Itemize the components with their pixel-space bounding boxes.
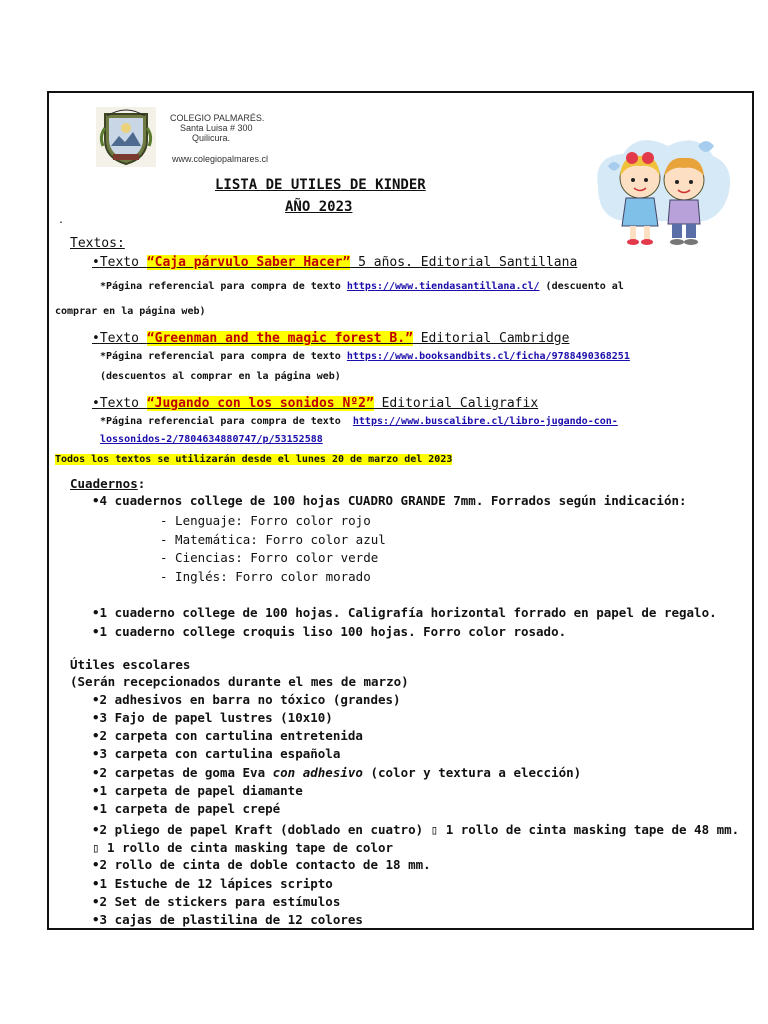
supply-item xyxy=(92,783,303,798)
kids-illustration xyxy=(588,126,736,250)
item-text: 3 Fajo de papel lustres (10x10) xyxy=(99,710,333,725)
supply-item xyxy=(92,822,739,837)
bullet: • xyxy=(92,746,100,761)
asterisk: * xyxy=(100,281,107,292)
note-1-continuation: comprar en la página web) xyxy=(55,306,206,317)
school-name: COLEGIO PALMARÉS. xyxy=(170,113,265,123)
book-title-1: “Caja párvulo Saber Hacer” xyxy=(146,255,351,270)
text-prefix: Texto xyxy=(99,396,139,411)
bullet: • xyxy=(92,624,100,639)
bullet: • xyxy=(92,396,100,411)
subject-item: - Ciencias: Forro color verde xyxy=(160,550,379,565)
book-title-3: “Jugando con los sonidos Nº2” xyxy=(146,396,374,411)
stray-mark: . xyxy=(58,215,65,226)
subject-item: - Lenguaje: Forro color rojo xyxy=(160,513,371,528)
bullet: • xyxy=(92,912,100,927)
supply-item xyxy=(92,876,333,891)
supply-item xyxy=(92,801,280,816)
asterisk: * xyxy=(100,351,107,362)
text-item-2 xyxy=(92,331,569,346)
note-text: Página referencial para compra de texto xyxy=(106,281,341,292)
school-website: www.colegiopalmares.cl xyxy=(172,154,269,164)
supply-item xyxy=(92,765,581,780)
bullet: • xyxy=(92,493,100,508)
school-address: Santa Luisa # 300 xyxy=(180,123,253,133)
supply-item xyxy=(92,692,401,707)
cuadernos-label: Cuadernos xyxy=(70,476,138,491)
text-item-3 xyxy=(92,396,538,411)
book-detail-2: Editorial Cambridge xyxy=(412,331,570,346)
text-prefix: Texto xyxy=(99,255,139,270)
item-text: 1 cuaderno college de 100 hojas. Caligrafía horizontal forrado en papel de regalo. xyxy=(99,605,717,620)
item-text: 1 carpeta de papel diamante xyxy=(99,783,303,798)
utiles-subheading: (Serán recepcionados durante el mes de marzo) xyxy=(70,674,409,689)
bullet: • xyxy=(92,857,100,872)
bullet: • xyxy=(92,876,100,891)
asterisk: * xyxy=(100,416,107,427)
note-3 xyxy=(100,416,618,427)
item-text: 2 pliego de papel Kraft (doblado en cuatro) ▯ 1 rollo de cinta masking tape de 48 mm. xyxy=(99,822,740,837)
item-text: 2 carpetas de goma Eva xyxy=(99,765,273,780)
link-buscalibre-part1[interactable]: https://www.buscalibre.cl/libro-jugando-con- xyxy=(352,416,618,427)
utiles-heading: Útiles escolares xyxy=(70,657,191,672)
link-santillana[interactable]: https://www.tiendasantillana.cl/ xyxy=(346,281,540,292)
note-tail: (descuento al xyxy=(539,281,624,292)
supply-item xyxy=(92,728,363,743)
supply-item xyxy=(92,912,363,927)
supply-item xyxy=(92,857,431,872)
supply-item xyxy=(92,746,340,761)
school-city: Quilicura. xyxy=(192,133,231,143)
bullet: • xyxy=(92,605,100,620)
page-title: LISTA DE UTILES DE KINDER xyxy=(215,177,426,193)
bullet: • xyxy=(92,331,100,346)
note-text: Página referencial para compra de texto xyxy=(106,351,341,362)
item-text: 2 rollo de cinta de doble contacto de 18 mm. xyxy=(99,857,431,872)
textos-heading: Textos: xyxy=(70,236,125,251)
supply-item xyxy=(92,894,340,909)
item-text: 2 Set de stickers para estímulos xyxy=(99,894,341,909)
page-year: AÑO 2023 xyxy=(285,199,353,215)
supply-item: ▯ 1 rollo de cinta masking tape de color xyxy=(92,840,394,855)
item-text: 1 cuaderno college croquis liso 100 hojas. Forro color rosado. xyxy=(99,624,567,639)
cuaderno-extra-item xyxy=(92,624,566,639)
bullet: • xyxy=(92,783,100,798)
note-3-continuation xyxy=(100,434,323,445)
bullet: • xyxy=(92,765,100,780)
item-text: 2 adhesivos en barra no tóxico (grandes) xyxy=(99,692,401,707)
school-seal-logo xyxy=(95,106,157,168)
item-text: 3 cajas de plastilina de 12 colores xyxy=(99,912,363,927)
text-prefix: Texto xyxy=(99,331,139,346)
item-tail: (color y textura a elección) xyxy=(362,765,582,780)
link-buscalibre-part2[interactable]: lossonidos-2/7804634880747/p/53152588 xyxy=(100,434,323,445)
bullet: • xyxy=(92,728,100,743)
bullet: • xyxy=(92,692,100,707)
cuaderno-extra-item xyxy=(92,605,717,620)
note-2-continuation: (descuentos al comprar en la página web) xyxy=(100,371,341,382)
item-text: 1 Estuche de 12 lápices scripto xyxy=(99,876,333,891)
book-title-2: “Greenman and the magic forest B.” xyxy=(146,331,413,346)
note-1 xyxy=(100,281,624,292)
book-detail-1: 5 años. Editorial Santillana xyxy=(350,255,578,270)
bullet: • xyxy=(92,822,100,837)
text-item-1 xyxy=(92,255,577,270)
item-text: 2 carpeta con cartulina entretenida xyxy=(99,728,363,743)
book-detail-3: Editorial Caligrafix xyxy=(373,396,539,411)
link-booksandbits[interactable]: https://www.booksandbits.cl/ficha/9788490368251 xyxy=(346,351,630,362)
item-text: 1 carpeta de papel crepé xyxy=(99,801,281,816)
item-text: 4 cuadernos college de 100 hojas CUADRO GRANDE 7mm. Forrados según indicación: xyxy=(99,493,687,508)
colon: : xyxy=(137,476,146,491)
subject-item: - Matemática: Forro color azul xyxy=(160,532,386,547)
item-text: 3 carpeta con cartulina española xyxy=(99,746,341,761)
bullet: • xyxy=(92,255,100,270)
bullet: • xyxy=(92,894,100,909)
supply-item xyxy=(92,710,333,725)
item-italic: con adhesivo xyxy=(272,765,363,780)
bullet: • xyxy=(92,710,100,725)
note-2 xyxy=(100,351,630,362)
note-text: Página referencial para compra de texto xyxy=(106,416,341,427)
cuadernos-heading xyxy=(70,476,145,491)
textos-notice: Todos los textos se utilizarán desde el lunes 20 de marzo del 2023 xyxy=(55,454,453,465)
bullet: • xyxy=(92,801,100,816)
subject-item: - Inglés: Forro color morado xyxy=(160,569,371,584)
cuadernos-main-item xyxy=(92,493,687,508)
